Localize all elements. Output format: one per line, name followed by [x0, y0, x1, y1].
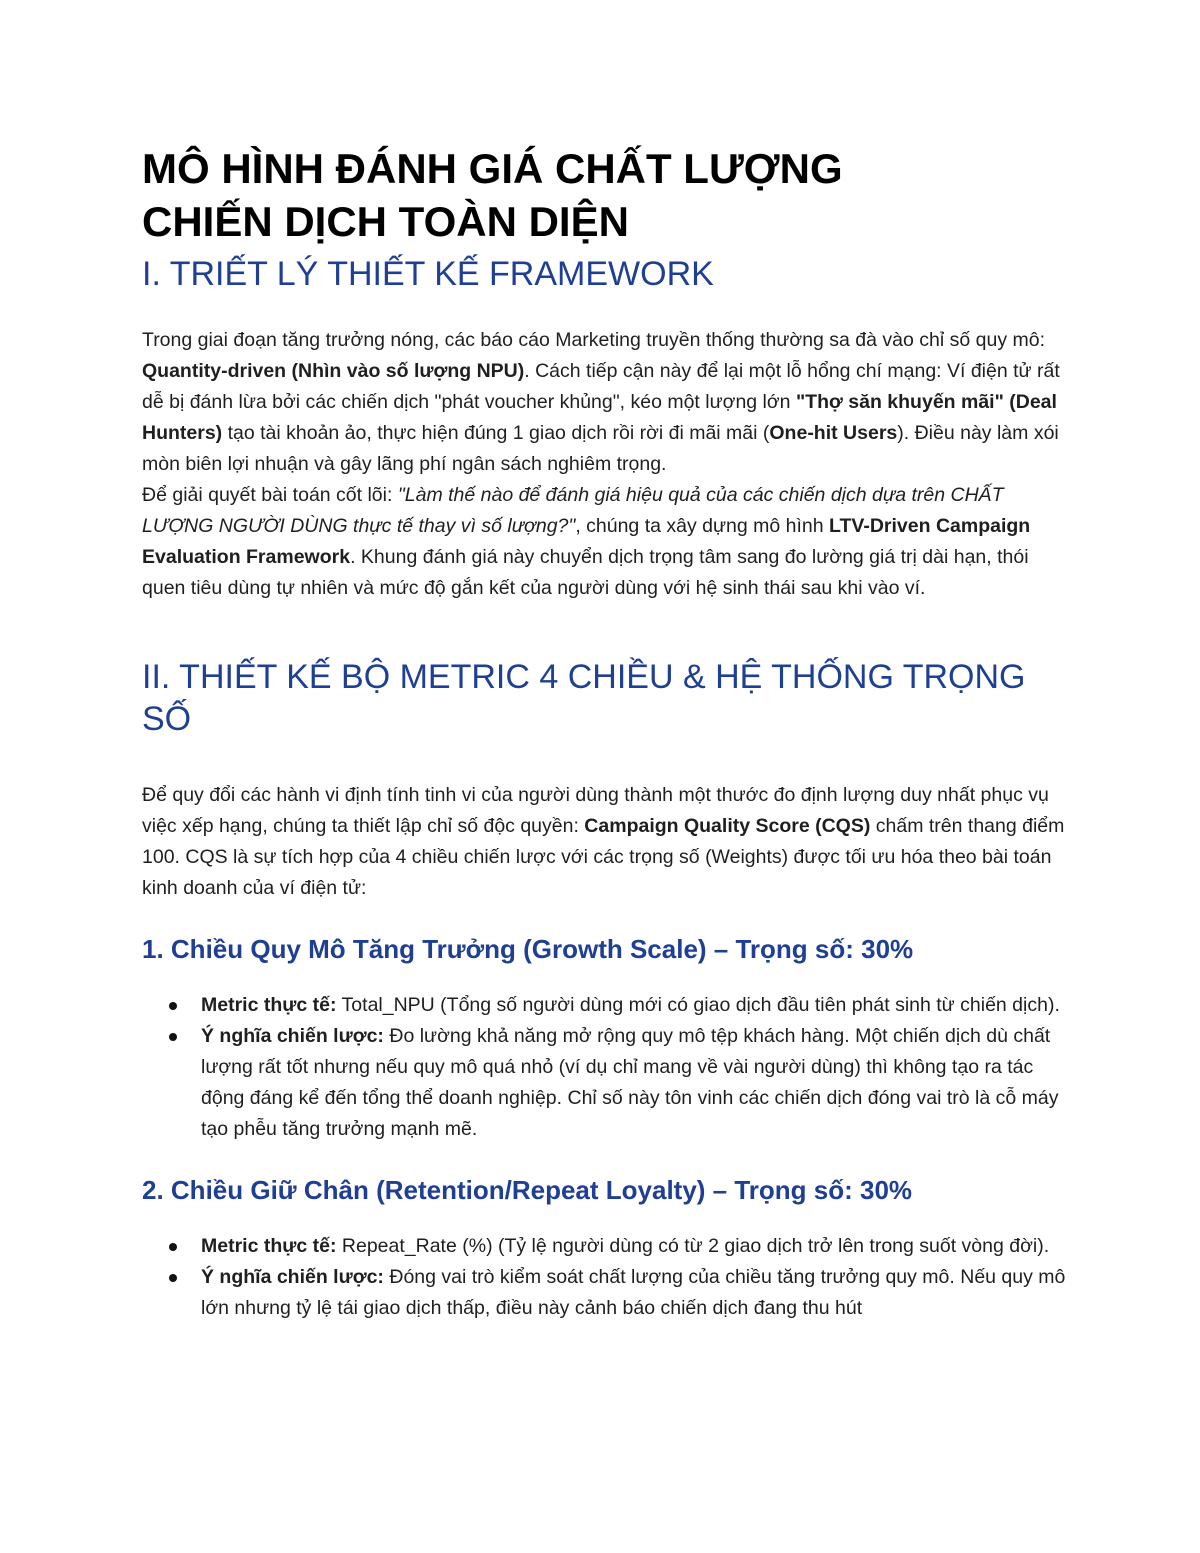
document-body [142, 142, 1067, 1324]
document-title [142, 142, 1067, 248]
cqs-name: Campaign Quality Score (CQS) [584, 815, 871, 837]
subsection-2-heading: 2. Chiều Giữ Chân (Retention/Repeat Loyalty) – Trọng số: 30% [142, 1175, 913, 1205]
section-2-heading: II. THIẾT KẾ BỘ METRIC 4 CHIỀU & HỆ THỐNG TRỌNG SỐ [142, 658, 1026, 738]
title-line-2: CHIẾN DỊCH TOÀN DIỆN [142, 198, 629, 245]
emphasis-quantity-driven: Quantity-driven (Nhìn vào số lượng NPU) [142, 360, 525, 382]
list-item: Ý nghĩa chiến lược: Đo lường khả năng mở rộng quy mô tệp khách hàng. Một chiến dịch dù chất lượng rất tốt nhưng nếu quy mô quá nhỏ (ví dụ chỉ mang về vài người dùng) thì không tạo ra tác động đáng kể đến tổng thể doanh nghiệp. Chỉ số này tôn vinh các chiến dịch đóng vai trò là cỗ máy tạo phễu tăng trưởng mạnh mẽ. [142, 1021, 1067, 1145]
section-1-paragraph-1: Trong giai đoạn tăng trưởng nóng, các báo cáo Marketing truyền thống thường sa đà vào chỉ số quy mô: Quantity-driven (Nhìn vào số lượng NPU). Cách tiếp cận này để lại một lỗ hổng chí mạng: Ví điện tử rất dễ bị đánh lừa bởi các chiến dịch "phát voucher khủng", kéo một lượng lớn "Thợ săn khuyến mãi" (Deal Hunters) tạo tài khoản ảo, thực hiện đúng 1 giao dịch rồi rời đi mãi mãi (One-hit Users). Điều này làm xói mòn biên lợi nhuận và gây lãng phí ngân sách nghiêm trọng. [142, 329, 1060, 475]
list-item: Metric thực tế: Repeat_Rate (%) (Tỷ lệ người dùng có từ 2 giao dịch trở lên trong suốt vòng đời). [142, 1231, 1067, 1262]
title-line-1: MÔ HÌNH ĐÁNH GIÁ CHẤT LƯỢNG [142, 145, 843, 192]
subsection-1-list [142, 990, 1067, 1145]
section-1-heading: I. TRIẾT LÝ THIẾT KẾ FRAMEWORK [142, 255, 714, 293]
section-1-paragraph-2: Để giải quyết bài toán cốt lõi: "Làm thế nào để đánh giá hiệu quả của các chiến dịch dựa trên CHẤT LƯỢNG NGƯỜI DÙNG thực tế thay vì số lượng?", chúng ta xây dựng mô hình LTV-Driven Campaign Evaluation Framework. Khung đánh giá này chuyển dịch trọng tâm sang đo lường giá trị dài hạn, thói quen tiêu dùng tự nhiên và mức độ gắn kết của người dùng với hệ sinh thái sau khi vào ví. [142, 484, 1031, 599]
emphasis-one-hit-users: One-hit Users [769, 422, 898, 444]
section-2-paragraph-1: Để quy đổi các hành vi định tính tinh vi của người dùng thành một thước đo định lượng duy nhất phục vụ việc xếp hạng, chúng ta thiết lập chỉ số độc quyền: Campaign Quality Score (CQS) chấm trên thang điểm 100. CQS là sự tích hợp của 4 chiều chiến lược với các trọng số (Weights) được tối ưu hóa theo bài toán kinh doanh của ví điện tử: [142, 784, 1065, 899]
emphasis-deal-hunters: "Thợ săn khuyến mãi" (Deal Hunters) [142, 391, 1057, 444]
subsection-1-heading: 1. Chiều Quy Mô Tăng Trưởng (Growth Scale) – Trọng số: 30% [142, 934, 914, 964]
subsection-2-list [142, 1231, 1067, 1324]
list-item: Ý nghĩa chiến lược: Đóng vai trò kiểm soát chất lượng của chiều tăng trưởng quy mô. Nếu quy mô lớn nhưng tỷ lệ tái giao dịch thấp, điều này cảnh báo chiến dịch đang thu hút [142, 1262, 1067, 1324]
list-item: Metric thực tế: Total_NPU (Tổng số người dùng mới có giao dịch đầu tiên phát sinh từ chiến dịch). [142, 990, 1067, 1021]
core-question: "Làm thế nào để đánh giá hiệu quả của các chiến dịch dựa trên CHẤT LƯỢNG NGƯỜI DÙNG thực tế thay vì số lượng?" [142, 484, 1004, 537]
framework-name: LTV-Driven Campaign Evaluation Framework [142, 515, 1031, 568]
